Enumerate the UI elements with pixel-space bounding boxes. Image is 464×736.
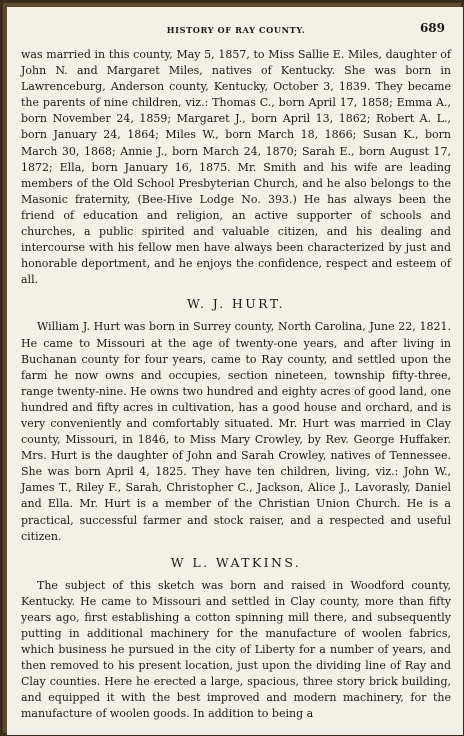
hurt-section-heading: W. J. HURT. bbox=[186, 296, 286, 312]
smith-biography-paragraph: was married in this county, May 5, 1857, to Miss Sallie E. Miles, daughter of John N. and Margaret Miles, natives of Kentucky. She was born in Lawrenceburg, Anderson county, Kentucky, October 3, 1839. They became the parents of nine children, viz.: Thomas C., born April 17, 1858; Emma A., born November 24, 1859; Margaret J., born April 13, 1862; Robert A. L., born January 24, 1864; Miles W., born March 18, 1866; Susan K., born March 30, 1868; Annie J., born March 24, 1870; Sarah E., born August 17, 1872; Ella, born January 16, 1875. Mr. Smith and his wife are leading members of the Old School Presbyterian Church, and he also belongs to the Masonic fraternity, (Bee-Hive Lodge No. 393.) He has always been the friend of education and religion, an active supporter of schools and churches, a public spirited and valuable citizen, and his dealing and intercourse with his fellow men have always been characterized by just and honorable deportment, and he enjoys the confidence, respect and esteem of all. bbox=[21, 48, 451, 287]
book-page bbox=[7, 7, 463, 735]
hurt-biography-paragraph: William J. Hurt was born in Surrey county, North Carolina, June 22, 1821. He came to Missouri at the age of twenty-one years, and after living in Buchanan county for four years, came to Ray county, and settled upon the farm he now owns and occupies, section nineteen, township fifty-three, range twenty-nine. He owns two hundred and eighty acres of good land, one hundred and fifty acres in cultivation, has a good house and orchard, and is very conveniently and comfortably situated. Mr. Hurt was married in Clay county, Missouri, in 1846, to Miss Mary Crowley, by Rev. George Huffaker. Mrs. Hurt is the daughter of John and Sarah Crowley, natives of Tennessee. She was born April 4, 1825. They have ten children, living, viz.: John W., James T., Riley F., Sarah, Christopher C., Jackson, Alice J., Lavorasly, Daniel and Ella. Mr. Hurt is a member of the Christian Union Church. He is a practical, successful farmer and stock raiser, and a respected and useful citizen. bbox=[21, 320, 451, 543]
watkins-biography-paragraph: The subject of this sketch was born and raised in Woodford county, Kentucky. He came to Missouri and settled in Clay county, more than fifty years ago, first establishing a cotton spinning mill there, and subsequently putting in additional machinery for the manufacture of woolen fabrics, which business he pursued in the city of Liberty for a number of years, and then removed to his present location, just upon the dividing line of Ray and Clay counties. Here he erected a large, spacious, three story brick building, and equipped it with the best improved and modern machinery, for the manufacture of woolen goods. In addition to being a bbox=[21, 578, 451, 721]
page-number: 689 bbox=[419, 21, 445, 35]
running-title: HISTORY OF RAY COUNTY. bbox=[166, 25, 306, 35]
page-header bbox=[21, 7, 451, 47]
watkins-section-heading: W L. WATKINS. bbox=[170, 554, 302, 570]
